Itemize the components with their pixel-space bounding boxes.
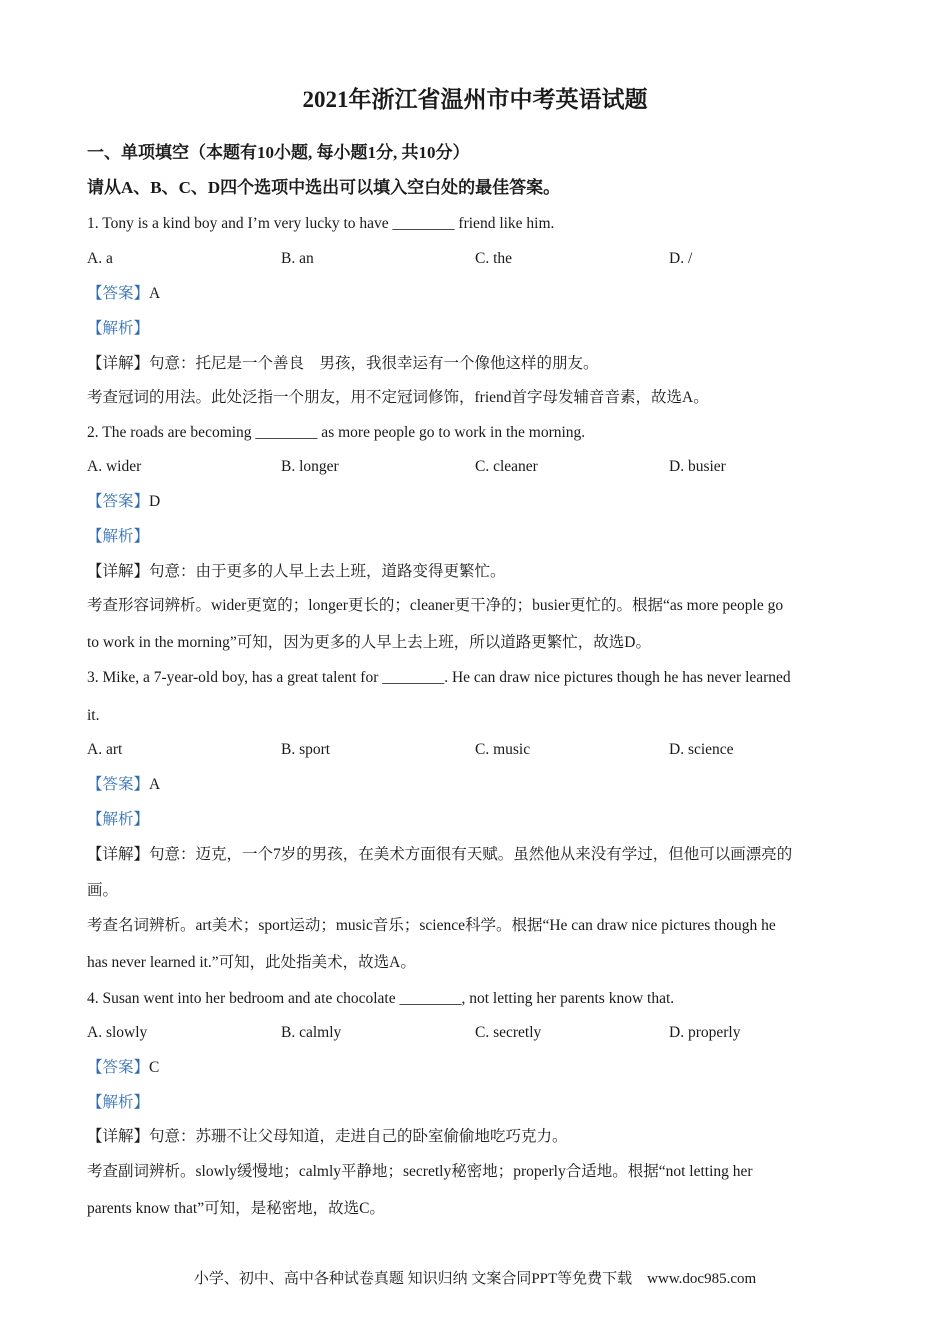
answer-tag: 【答案】 (87, 1059, 150, 1076)
question-3-option-c: C. music (475, 741, 531, 758)
answer-value: D (149, 493, 161, 510)
question-2-answer (87, 491, 160, 513)
question-3-explain-1: 考查名词辨析。art美术；sport运动；music音乐；science科学。根据“He can draw nice pictures though he (87, 917, 776, 934)
question-1-explain-1: 考查冠词的用法。此处泛指一个朋友，用不定冠词修饰，friend首字母发辅音音素，故选A。 (87, 389, 709, 406)
question-3-stem-cont: it. (87, 707, 100, 724)
question-1-option-c: C. the (475, 250, 513, 267)
question-3-option-a: A. art (87, 741, 123, 758)
question-3-explain-2: has never learned it.”可知，此处指美术，故选A。 (87, 954, 416, 971)
detail-text: 句意：托尼是一个善良 男孩，我很幸运有一个像他这样的朋友。 (149, 355, 599, 372)
question-4-stem: 4. Susan went into her bedroom and ate chocolate ________, not letting her parents know that. (87, 990, 675, 1007)
question-2-explain-1: 考查形容词辨析。wider更宽的；longer更长的；cleaner更干净的；busier更忙的。根据“as more people go (87, 597, 784, 614)
detail-tag: 【详解】 (87, 846, 150, 863)
page-title: 2021年浙江省温州市中考英语试题 (302, 87, 648, 112)
question-3-answer (87, 774, 160, 796)
detail-text: 句意：由于更多的人早上去上班，道路变得更繁忙。 (149, 563, 506, 580)
question-4-explain-2: parents know that”可知，是秘密地，故选C。 (87, 1200, 385, 1217)
detail-tag: 【详解】 (87, 355, 150, 372)
detail-text: 句意：迈克，一个7岁的男孩，在美术方面很有天赋。虽然他从来没有学过，但他可以画漂亮的 (149, 846, 793, 863)
question-2-option-b: B. longer (281, 458, 339, 475)
question-1-analysis-tag: 【解析】 (87, 320, 150, 337)
detail-text: 句意：苏珊不让父母知道，走进自己的卧室偷偷地吃巧克力。 (149, 1128, 568, 1145)
question-4-explain-1: 考查副词辨析。slowly缓慢地；calmly平静地；secretly秘密地；properly合适地。根据“not letting her (87, 1163, 753, 1180)
answer-value: C (149, 1059, 160, 1076)
question-4-option-d: D. properly (669, 1024, 741, 1041)
answer-tag: 【答案】 (87, 493, 150, 510)
detail-tag: 【详解】 (87, 1128, 150, 1145)
question-4-detail (87, 1126, 568, 1148)
question-2-explain-2: to work in the morning”可知，因为更多的人早上去上班，所以道路更繁忙，故选D。 (87, 634, 652, 651)
question-1-option-b: B. an (281, 250, 314, 267)
question-3-analysis-tag: 【解析】 (87, 811, 150, 828)
question-3-detail-cont: 画。 (87, 882, 119, 899)
question-1-stem: 1. Tony is a kind boy and I’m very lucky to have ________ friend like him. (87, 215, 555, 232)
question-2-option-c: C. cleaner (475, 458, 538, 475)
answer-tag: 【答案】 (87, 776, 150, 793)
question-2-stem: 2. The roads are becoming ________ as more people go to work in the morning. (87, 424, 586, 441)
question-2-option-a: A. wider (87, 458, 142, 475)
answer-value: A (149, 285, 161, 302)
section-instruction: 请从A、B、C、D四个选项中选出可以填入空白处的最佳答案。 (87, 178, 561, 197)
detail-tag: 【详解】 (87, 563, 150, 580)
question-4-option-b: B. calmly (281, 1024, 342, 1041)
question-2-option-d: D. busier (669, 458, 726, 475)
section-heading: 一、单项填空（本题有10小题, 每小题1分, 共10分） (87, 143, 470, 162)
question-2-analysis-tag: 【解析】 (87, 528, 150, 545)
question-1-option-a: A. a (87, 250, 113, 267)
question-3-detail (87, 844, 792, 866)
question-3-option-d: D. science (669, 741, 734, 758)
question-1-detail (87, 353, 599, 375)
page-footer: 小学、初中、高中各种试卷真题 知识归纳 文案合同PPT等免费下载 www.doc985.com (193, 1271, 757, 1287)
question-4-analysis-tag: 【解析】 (87, 1094, 150, 1111)
question-3-stem: 3. Mike, a 7-year-old boy, has a great talent for ________. He can draw nice pictures though he has never learned (87, 669, 791, 686)
answer-value: A (149, 776, 161, 793)
question-4-option-c: C. secretly (475, 1024, 542, 1041)
question-1-answer (87, 283, 160, 305)
question-2-detail (87, 561, 506, 583)
answer-tag: 【答案】 (87, 285, 150, 302)
question-3-option-b: B. sport (281, 741, 331, 758)
question-1-option-d: D. / (669, 250, 693, 267)
question-4-answer (87, 1057, 159, 1079)
question-4-option-a: A. slowly (87, 1024, 148, 1041)
